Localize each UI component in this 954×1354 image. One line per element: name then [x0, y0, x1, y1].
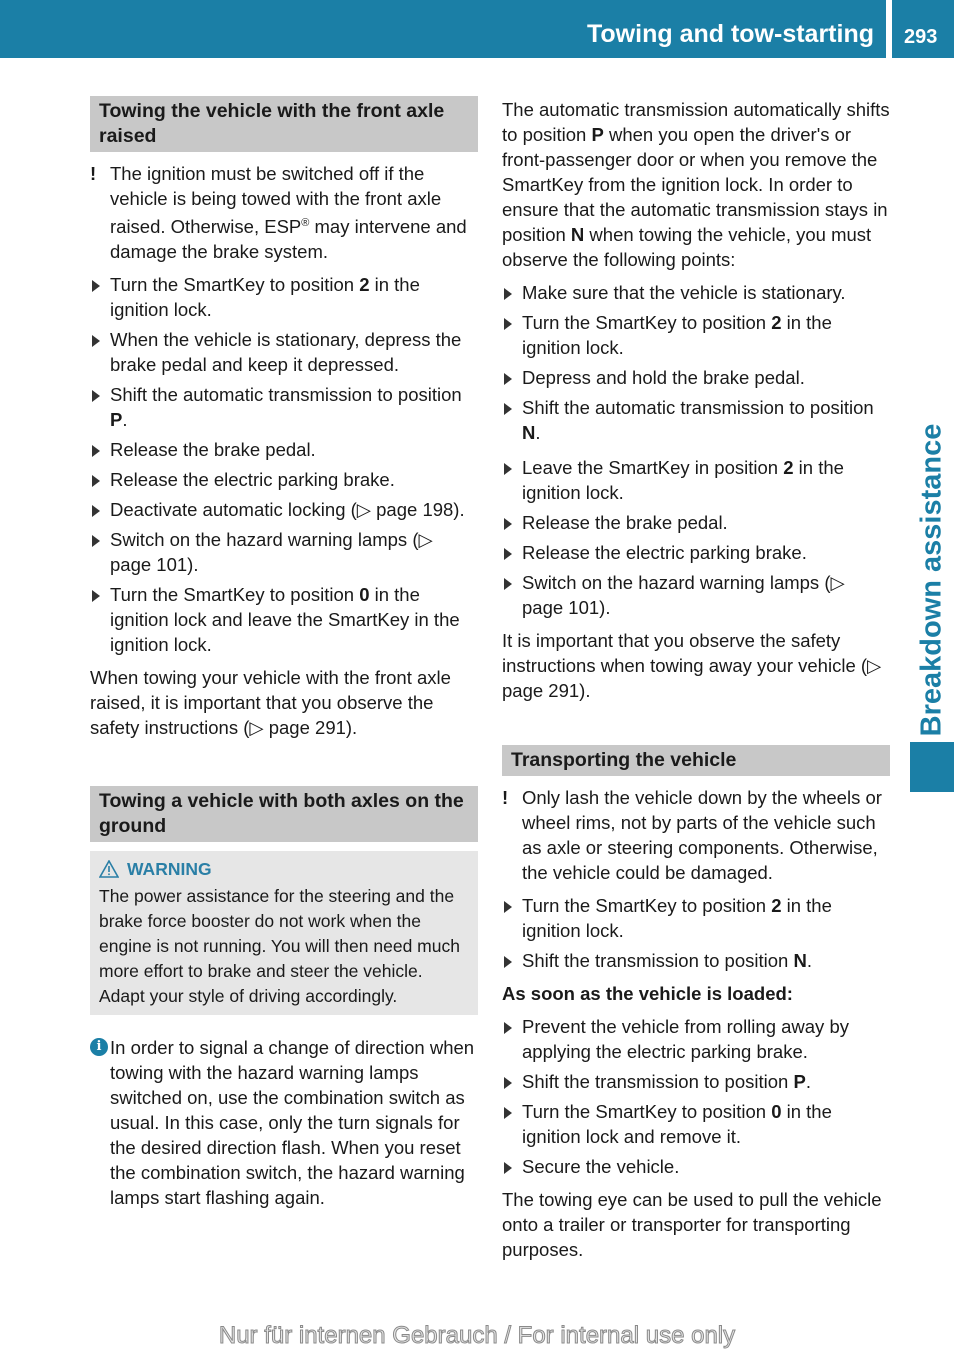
- step-list-front-axle: [90, 272, 478, 657]
- list-item: Turn the SmartKey to position 2 in the ignition lock.: [90, 272, 478, 322]
- section-heading-front-axle: Towing the vehicle with the front axle raised: [90, 96, 478, 152]
- caution-note: ! The ignition must be switched off if the vehicle is being towed with the front axle raised. Otherwise, ESP® may intervene and damage the brake system.: [90, 163, 467, 263]
- safety-paragraph: It is important that you observe the safety instructions when towing away your vehicle (▷ page 291).: [502, 630, 882, 701]
- list-item: Shift the transmission to position P.: [502, 1069, 890, 1094]
- step-list-transport: [502, 893, 890, 973]
- exclamation-icon: !: [502, 787, 509, 808]
- info-icon: i: [90, 1038, 108, 1056]
- list-item: Release the electric parking brake.: [90, 467, 478, 492]
- warning-box: [90, 851, 478, 1015]
- caution-note-transport: ! Only lash the vehicle down by the wheels or wheel rims, not by parts of the vehicle such as axle or steering components. Otherwise, the vehicle could be damaged.: [502, 787, 882, 883]
- list-item: Shift the automatic transmission to position P.: [90, 382, 478, 432]
- list-item: Secure the vehicle.: [502, 1154, 890, 1179]
- list-item: Turn the SmartKey to position 2 in the ignition lock.: [502, 893, 890, 943]
- list-item: Depress and hold the brake pedal.: [502, 365, 890, 390]
- list-item: Shift the automatic transmission to position N.: [502, 395, 890, 445]
- list-item: Prevent the vehicle from rolling away by applying the electric parking brake.: [502, 1014, 890, 1064]
- warning-text: The power assistance for the steering and the brake force booster do not work when the engine is not running. You will then need much more effort to brake and steer the vehicle. Adapt your style of driving accordingly.: [99, 886, 460, 1007]
- header-bar: [0, 0, 886, 58]
- step-list-loaded: [502, 1014, 890, 1179]
- side-tab-marker: [910, 742, 954, 792]
- info-note: i In order to signal a change of direction when towing with the hazard warning lamps switched on, use the combination switch as usual. In this case, only the turn signals for the desired direction flash. When you reset the combination switch, the hazard warning lamps start flashing again.: [90, 1035, 478, 1210]
- section-heading-transport: Transporting the vehicle: [502, 745, 890, 776]
- list-item: Deactivate automatic locking (▷ page 198).: [90, 497, 478, 522]
- list-item: When the vehicle is stationary, depress the brake pedal and keep it depressed.: [90, 327, 478, 377]
- list-item: Switch on the hazard warning lamps (▷ page 101).: [90, 527, 478, 577]
- warning-header: WARNING: [99, 857, 469, 882]
- right-column: [502, 97, 890, 1270]
- step-list-towing-a: [502, 280, 890, 445]
- list-item: Release the brake pedal.: [502, 510, 890, 535]
- warning-triangle-icon: [99, 860, 119, 878]
- list-item: Turn the SmartKey to position 2 in the ignition lock.: [502, 310, 890, 360]
- left-column: [90, 96, 478, 1210]
- step-list-towing-b: [502, 455, 890, 620]
- loaded-subheading: As soon as the vehicle is loaded:: [502, 983, 793, 1004]
- footer-watermark: Nur für internen Gebrauch / For internal use only: [218, 1322, 736, 1349]
- list-item: Switch on the hazard warning lamps (▷ page 101).: [502, 570, 890, 620]
- side-section-label: Breakdown assistance: [915, 423, 948, 737]
- page-number: 293: [904, 26, 938, 48]
- chapter-title: Towing and tow-starting: [587, 20, 874, 48]
- exclamation-icon: !: [90, 163, 97, 184]
- list-item: Turn the SmartKey to position 0 in the ignition lock and leave the SmartKey in the ignition lock.: [90, 582, 478, 657]
- list-item: Release the electric parking brake.: [502, 540, 890, 565]
- list-item: Release the brake pedal.: [90, 437, 478, 462]
- intro-paragraph: The automatic transmission automatically shifts to position P when you open the driver's or front-passenger door or when you remove the SmartKey from the ignition lock. In order to ensure that the automatic transmission stays in position N when towing the vehicle, you must observe the following points:: [502, 99, 890, 270]
- section-heading-both-axles: Towing a vehicle with both axles on the ground: [90, 786, 478, 842]
- page-number-box: [892, 0, 954, 58]
- list-item: Leave the SmartKey in position 2 in the ignition lock.: [502, 455, 890, 505]
- list-item: Turn the SmartKey to position 0 in the ignition lock and remove it.: [502, 1099, 890, 1149]
- paragraph: When towing your vehicle with the front axle raised, it is important that you observe the safety instructions (▷ page 291).: [90, 667, 451, 739]
- list-item: Make sure that the vehicle is stationary.: [502, 280, 890, 305]
- list-item: Shift the transmission to position N.: [502, 948, 890, 973]
- towing-eye-paragraph: The towing eye can be used to pull the vehicle onto a trailer or transporter for transporting purposes.: [502, 1189, 882, 1260]
